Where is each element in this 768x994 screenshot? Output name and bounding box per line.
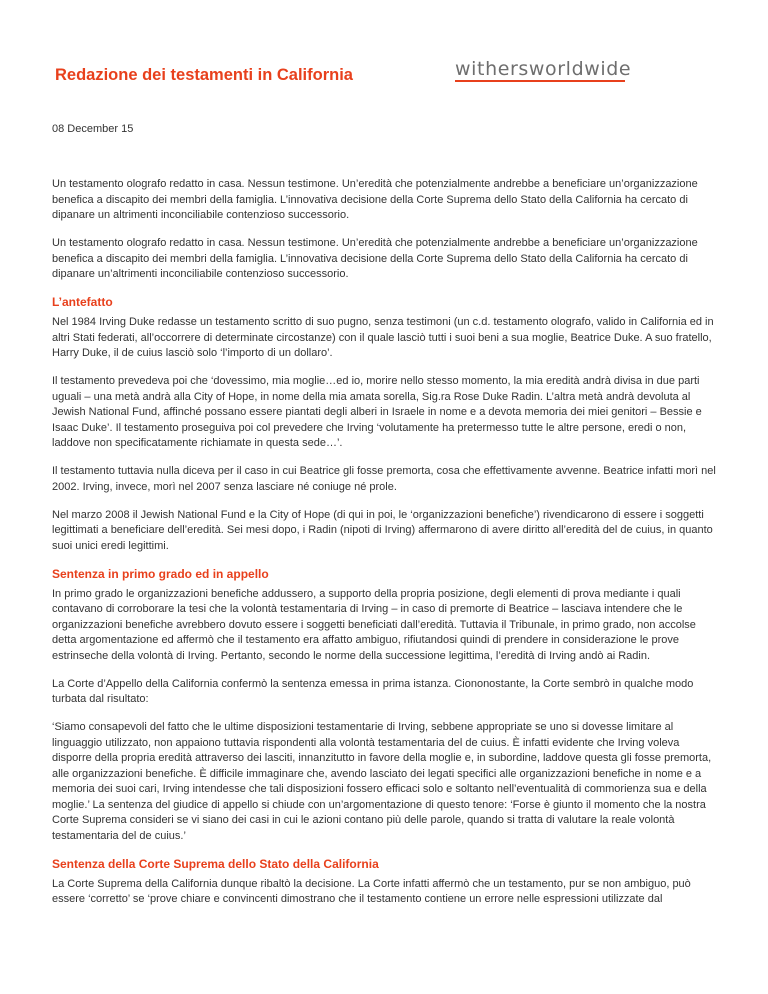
body-paragraph: Nel marzo 2008 il Jewish National Fund e la City of Hope (di qui in poi, le ‘organizzazioni benefiche’) rivendicarono di essere i soggetti legittimati a beneficiare dell’eredità. Sei mesi dopo, i Radin (nipoti di Irving) affermarono di avere diritto all’eredità del de cuius, in quanto suoi unici eredi legittimi. [52,508,713,552]
body-paragraph: La Corte d’Appello della California confermò la sentenza emessa in prima istanza. Ciononostante, la Corte sembrò in qualche modo turbata dal risultato: [52,677,694,705]
withers-logo: withersworldwide [455,58,632,80]
body-paragraph: Il testamento prevedeva poi che ‘dovessimo, mia moglie…ed io, morire nello stesso momento, la mia eredità andrà divisa in due parti uguali – una metà andrà alla City of Hope, in nome della mia amata sorella, Sig.ra Rose Duke Radin. L’altra metà andrà devoluta al Jewish National Fund, affinché possano essere piantati degli alberi in Israele in nome e a devota memoria dei miei genitori – Bessie e Isaac Duke’. Il testamento proseguiva poi col prevedere che Irving ‘volutamente ha pretermesso tutte le altre persone, eredi o non, laddove non specificatamente richiamate in questa sede…’. [52,375,702,449]
document-title: Redazione dei testamenti in California [55,66,353,84]
publication-date: 08 December 15 [52,123,134,135]
intro-paragraph: Un testamento olografo redatto in casa. Nessun testimone. Un’eredità che potenzialmente andrebbe a beneficiare un’organizzazione benefica a discapito dei membri della famiglia. L’innovativa decisione della Corte Suprema dello Stato della California ha cercato di dipanare un altrimenti inconciliabile contenzioso successorio. [52,178,698,221]
body-paragraph: Il testamento tuttavia nulla diceva per il caso in cui Beatrice gli fosse premorta, cosa che effettivamente avvenne. Beatrice infatti morì nel 2002. Irving, invece, morì nel 2007 senza lasciare né coniuge né prole. [52,465,716,493]
article-body [52,177,722,920]
section-heading-primo-grado: Sentenza in primo grado ed in appello [52,566,269,581]
body-paragraph: ‘Siamo consapevoli del fatto che le ultime disposizioni testamentarie di Irving, sebbene appropriate se uno si dovesse limitare al linguaggio utilizzato, non appaiono tuttavia rispondenti alla volontà testamentaria del de cuius. È infatti evidente che Irving voleva disporre della propria eredità attraverso dei lasciti, innanzitutto in favore della moglie e, in subordine, laddove questa gli fosse premorta, alle organizzazioni benefiche. È difficile immaginare che, avendo lasciato dei legati specifici alle organizzazioni benefiche in nome e a memoria dei suoi cari, Irving intendesse che tali disposizioni fossero efficaci solo e soltanto nell’eventualità di commorienza sua e della moglie.’ La sentenza del giudice di appello si chiude con un’argomentazione di questo tenore: ‘Forse è giunto il momento che la nostra Corte Suprema consideri se vi siano dei casi in cui le azioni contano più delle parole, quando si tratta di valutare la reale volontà testamentaria del de cuius.’ [52,721,712,842]
body-paragraph: La Corte Suprema della California dunque ribaltò la decisione. La Corte infatti affermò che un testamento, pur se non ambiguo, può essere ‘corretto’ se ‘prove chiare e convincenti dimostrano che il testamento contiene un errore nelle espressioni utilizzate dal [52,877,691,905]
body-paragraph: In primo grado le organizzazioni benefiche addussero, a supporto della propria posizione, degli elementi di prova mediante i quali contavano di corroborare la tesi che la volontà testamentaria di Irving – in caso di premorte di Beatrice – lasciava intendere che le organizzazioni benefiche avrebbero dovuto essere i soggetti beneficiati dall’eredità. Tuttavia il Tribunale, in primo grado, non accolse detta argomentazione ed affermò che il testamento era affatto ambiguo, rifiutandosi quindi di prendere in considerazione le prove estrinseche della volontà di Irving. Pertanto, secondo le norme della successione legittima, l’eredità di Irving andò ai Radin. [52,587,696,662]
section-heading-corte-suprema: Sentenza della Corte Suprema dello Stato della California [52,856,379,871]
intro-paragraph: Un testamento olografo redatto in casa. Nessun testimone. Un’eredità che potenzialmente andrebbe a beneficiare un’organizzazione benefica a discapito dei membri della famiglia. L’innovativa decisione della Corte Suprema dello Stato della California ha cercato di dipanare un’altrimenti inconciliabile contenzioso successorio. [52,237,698,280]
section-heading-antefatto: L’antefatto [52,295,113,309]
body-paragraph: Nel 1984 Irving Duke redasse un testamento scritto di suo pugno, senza testimoni (un c.d. testamento olografo, valido in California ed in altri Stati federati, all’occorrere di determinate circostanze) con il quale lasciò tutti i suoi beni a sua moglie, Beatrice Duke. A suo fratello, Harry Duke, il de cuius lasciò solo ‘l’importo di un dollaro’. [52,316,714,359]
logo-underline [455,80,625,82]
